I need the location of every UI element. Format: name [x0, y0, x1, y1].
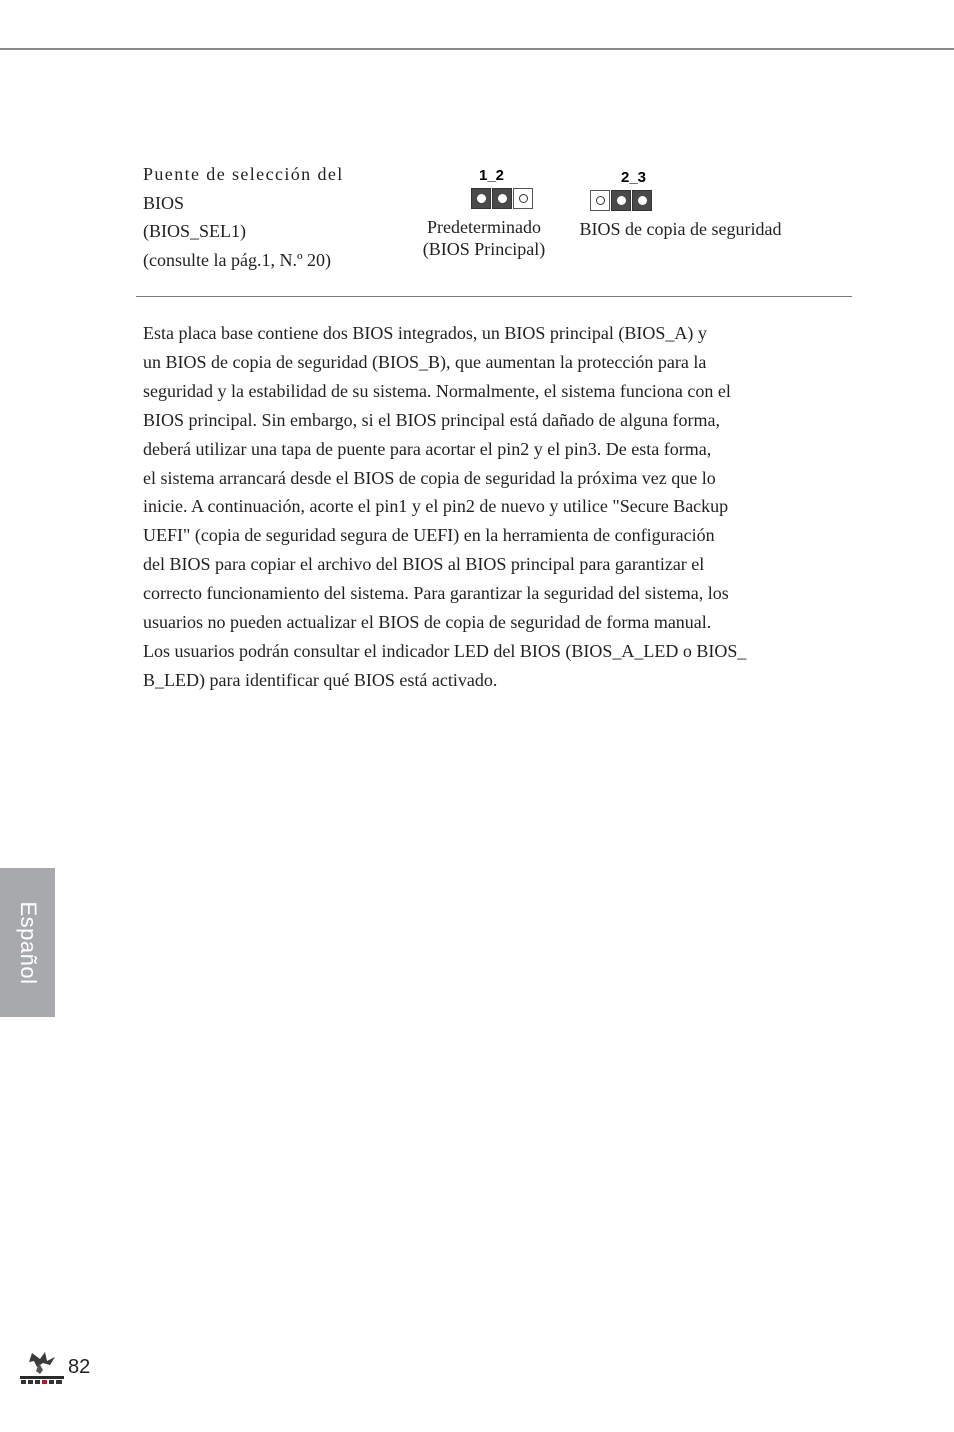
pin-3-open: [513, 188, 533, 209]
body-line: usuarios no pueden actualizar el BIOS de copia de seguridad de forma manual.: [143, 612, 712, 633]
jumper-1-2-pins-label: 1_2: [479, 167, 505, 184]
default-caption-line-1: Predeterminado: [427, 217, 541, 237]
body-line: correcto funcionamiento del sistema. Para garantizar la seguridad del sistema, los: [143, 583, 729, 604]
jumper-2-3-caption: BIOS de copia de seguridad: [579, 219, 782, 239]
pin-1-open: [590, 190, 610, 211]
body-line: Esta placa base contiene dos BIOS integrados, un BIOS principal (BIOS_A) y: [143, 323, 707, 343]
jumper-title-line-1: Puente de selección del: [143, 164, 344, 184]
pin-1-shorted: [471, 188, 491, 209]
body-paragraph: [143, 319, 803, 695]
jumper-2-3-pins-label: 2_3: [621, 169, 647, 186]
body-line: seguridad y la estabilidad de su sistema. Normalmente, el sistema funciona con el: [143, 380, 731, 401]
jumper-title-line-3: (BIOS_SEL1): [143, 221, 246, 242]
body-line: B_LED) para identificar qué BIOS está activado.: [143, 669, 498, 690]
pin-3-shorted: [632, 190, 652, 211]
body-line: BIOS principal. Sin embargo, si el BIOS principal está dañado de alguna forma,: [143, 409, 721, 430]
section-divider: [136, 296, 852, 297]
default-caption-line-2: (BIOS Principal): [422, 239, 546, 259]
body-line: un BIOS de copia de seguridad (BIOS_B), que aumentan la protección para la: [143, 351, 707, 372]
body-line: inicie. A continuación, acorte el pin1 y el pin2 de nuevo y utilice "Secure Backup: [143, 496, 729, 517]
brand-logo-icon: [18, 1350, 68, 1388]
jumper-title: [143, 160, 373, 275]
language-side-tab: [0, 868, 55, 1017]
body-line: deberá utilizar una tapa de puente para acortar el pin2 y el pin3. De esta forma,: [143, 438, 712, 459]
top-rule: [0, 48, 954, 50]
body-line: UEFI" (copia de seguridad segura de UEFI) en la herramienta de configuración: [143, 525, 715, 546]
jumper-1-2-caption: [414, 216, 554, 260]
jumper-2-3-diagram: [590, 190, 653, 211]
jumper-title-line-2: BIOS: [143, 192, 185, 213]
page-number: 82: [68, 1356, 91, 1378]
language-label: Español: [15, 900, 41, 985]
body-line: Los usuarios podrán consultar el indicador LED del BIOS (BIOS_A_LED o BIOS_: [143, 640, 747, 661]
body-line: del BIOS para copiar el archivo del BIOS al BIOS principal para garantizar el: [143, 554, 705, 575]
pin-2-shorted: [492, 188, 512, 209]
jumper-title-line-4: (consulte la pág.1, N.º 20): [143, 250, 332, 271]
jumper-1-2-diagram: [471, 188, 534, 209]
body-line: el sistema arrancará desde el BIOS de copia de seguridad la próxima vez que lo: [143, 467, 716, 488]
pin-2-shorted: [611, 190, 631, 211]
